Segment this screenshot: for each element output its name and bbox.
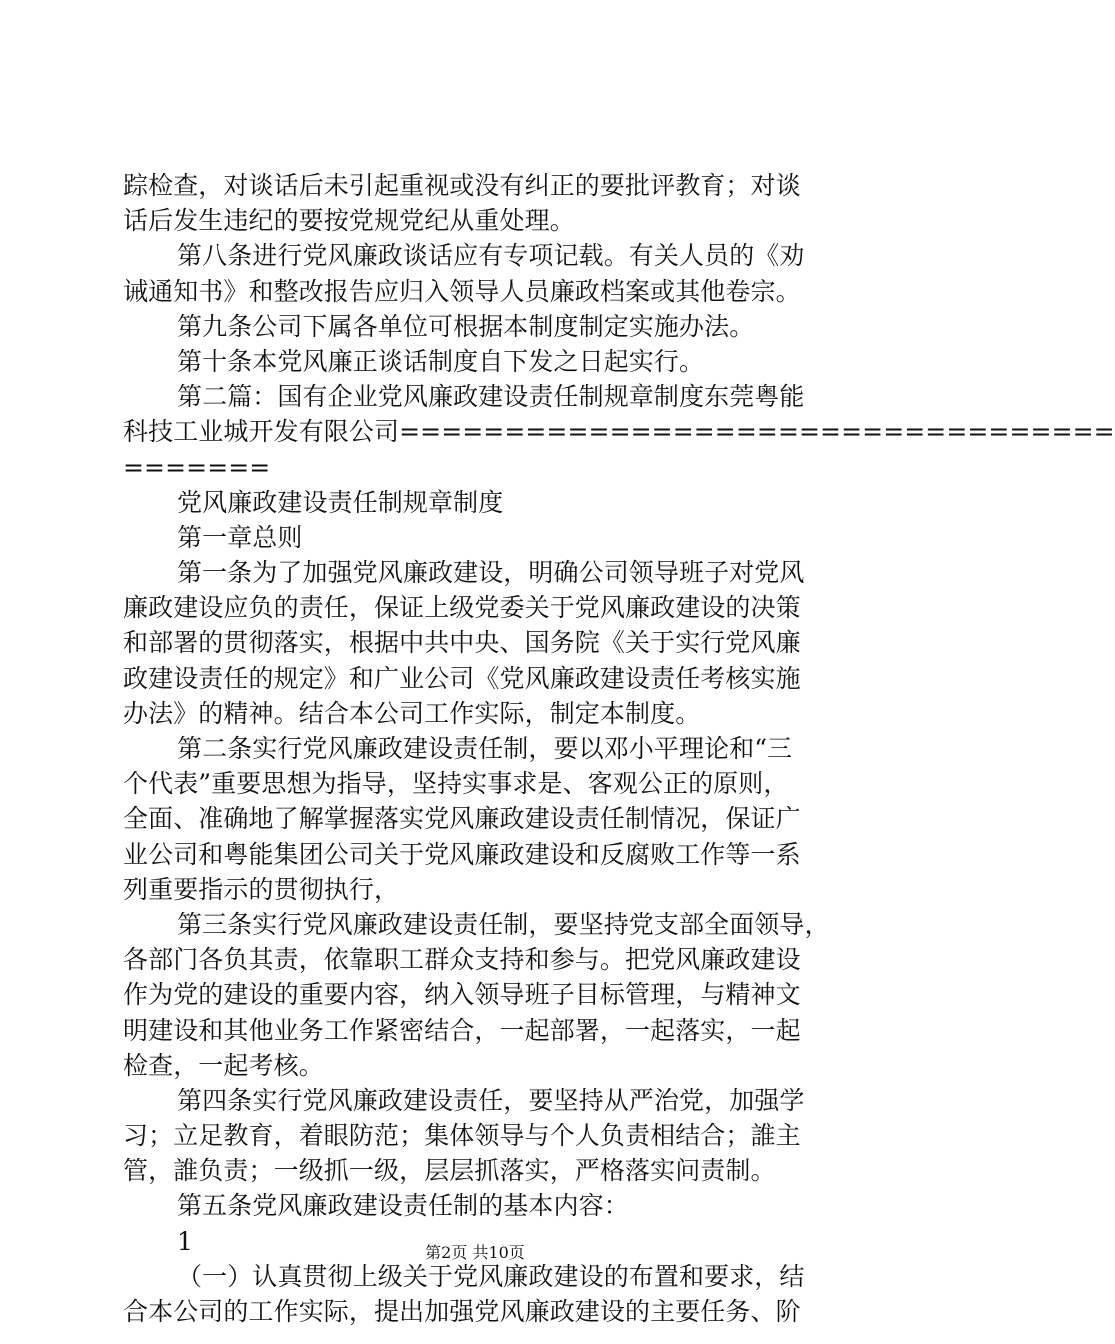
text-line: 习；立足教育，着眼防范；集体领导与个人负责相结合；誰主 [123, 1121, 801, 1151]
text-line: 第三条实行党风廉政建设责任制，要坚持党支部全面领导， [177, 909, 830, 939]
text-line: 明建设和其他业务工作紧密结合，一起部署，一起落实，一起 [123, 1015, 801, 1045]
document-body [123, 168, 1115, 1329]
text-line: 第五条党风廉政建设责任制的基本内容： [177, 1191, 629, 1221]
text-line: 1 [177, 1226, 194, 1256]
text-line: 第二篇：国有企业党风廉政建设责任制规章制度东莞粤能 [177, 382, 805, 412]
text-line: 合本公司的工作实际，提出加强党风廉政建设的主要任务、阶 [123, 1297, 801, 1326]
text-line: 管，誰负责；一级抓一级，层层抓落实，严格落实问责制。 [123, 1156, 776, 1186]
text-line: 列重要指示的贯彻执行， [123, 874, 400, 904]
text-line: 和部署的贯彻落实，根据中共中央、国务院《关于实行党风廉 [123, 628, 801, 658]
page-footer: 第2页 共10页 [425, 1243, 525, 1262]
text-line: 第八条进行党风廉政谈话应有专项记载。有关人员的《劝 [177, 241, 805, 271]
text-line: 全面、准确地了解掌握落实党风廉政建设责任制情况，保证广 [123, 804, 801, 834]
text-line: 第十条本党风廉正谈话制度自下发之日起实行。 [177, 346, 705, 376]
text-line: 办法》的精神。结合本公司工作实际，制定本制度。 [123, 698, 701, 728]
text-line: （一）认真贯彻上级关于党风廉政建设的布置和要求，结 [177, 1261, 805, 1291]
text-line: 党风廉政建设责任制规章制度 [177, 487, 504, 517]
text-line: 第四条实行党风廉政建设责任，要坚持从严治党，加强学 [177, 1085, 805, 1115]
text-line: 检查，一起考核。 [123, 1050, 324, 1080]
text-line: 作为党的建设的重要内容，纳入领导班子目标管理，与精神文 [123, 980, 801, 1010]
text-line: 第九条公司下属各单位可根据本制度制定实施办法。 [177, 311, 755, 341]
text-line: ======= [123, 452, 271, 482]
text-line: 踪检查，对谈话后未引起重视或没有纠正的要批评教育；对谈 [123, 171, 801, 200]
text-line: 廉政建设应负的责任，保证上级党委关于党风廉政建设的决策 [123, 593, 801, 623]
text-line: 第一条为了加强党风廉政建设，明确公司领导班子对党风 [177, 558, 805, 588]
text-line: 诫通知书》和整改报告应归入领导人员廉政档案或其他卷宗。 [123, 276, 801, 306]
text-line: 话后发生违纪的要按党规党纪从重处理。 [123, 206, 575, 236]
text-line: 政建设责任的规定》和广业公司《党风廉政建设责任考核实施 [123, 663, 801, 693]
text-line: 科技工业城开发有限公司================================== [123, 417, 1115, 447]
text-line: 业公司和粤能集团公司关于党风廉政建设和反腐败工作等一系 [123, 839, 801, 869]
text-line: 第二条实行党风廉政建设责任制，要以邓小平理论和“三 [177, 734, 793, 763]
text-line: 个代表”重要思想为指导，坚持实事求是、客观公正的原则， [123, 769, 789, 799]
text-line: 第一章总则 [177, 522, 303, 552]
text-line: 各部门各负其责，依靠职工群众支持和参与。把党风廉政建设 [123, 945, 801, 975]
